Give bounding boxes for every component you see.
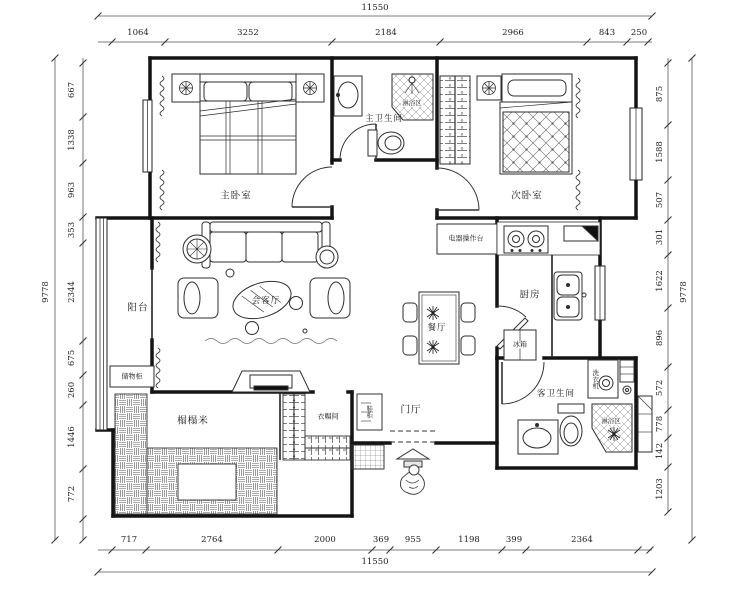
master-bed [200,74,296,174]
chair [461,336,475,355]
dim-bottom-7: 2364 [571,534,593,545]
dim-top-overall: 11550 [361,2,389,13]
dim-bottom-1: 2764 [201,534,223,545]
tv-console [232,371,310,392]
dim-bottom-2: 2000 [314,534,336,545]
label-washing-machine: 洗衣机 [591,369,600,389]
dim-top-3: 2966 [502,27,524,38]
dim-left-6: 260 [66,381,77,399]
floor-cushion [226,269,234,277]
curtain [156,348,160,388]
dim-left-2: 963 [66,181,77,199]
dim-right-9: 1203 [654,478,665,500]
dim-top-5: 250 [630,27,648,38]
duct [638,396,652,452]
floor-cushion [303,329,307,333]
label-shoe-cabinet: 鞋柜 [365,405,374,419]
label-master-bedroom: 主卧室 [220,190,252,202]
chair [403,336,417,355]
label-kitchen: 厨房 [519,289,541,301]
dim-top-0: 1064 [127,27,149,38]
toilet [558,404,584,446]
label-fridge: 冰箱 [513,340,527,349]
dim-left-0: 667 [66,81,77,99]
dim-bottom-6: 399 [505,534,523,545]
dim-left-4: 2344 [66,281,77,303]
label-storage-cabinet: 储物柜 [121,372,143,381]
label-dining-room: 餐厅 [427,322,447,333]
side-table-right [316,246,338,268]
label-shower-master: 淋浴区 [402,98,422,107]
chair [461,303,475,322]
living-room-furniture [156,222,350,392]
dim-bottom-4: 955 [404,534,422,545]
kitchen-sink [554,272,586,320]
chair [403,303,417,322]
entry-arrow-icon [397,449,429,467]
dim-right-4: 1622 [654,270,665,292]
dim-bottom-3: 369 [372,534,390,545]
closet-hanger-row [305,436,350,460]
dim-left-1: 1338 [66,129,77,151]
guest-sink [518,420,558,454]
floor-cushion [246,322,259,335]
dim-right-7: 778 [654,415,665,433]
label-appliance-counter: 电器操作台 [448,234,484,243]
label-entry-hall: 门厅 [400,404,422,416]
dim-top-4: 843 [598,27,616,38]
dim-left-overall: 9778 [40,281,51,303]
label-shower-guest: 淋浴区 [601,416,621,425]
dim-bottom-5: 1198 [458,534,480,545]
curtain [160,76,164,116]
closet-hanger-column [283,394,305,460]
tatami-closet [115,394,350,514]
guest-bathroom-fixtures [518,360,652,454]
curtain [160,170,164,210]
curtain [576,78,580,118]
dim-right-overall: 9778 [678,281,689,303]
label-tatami-room: 榻榻米 [177,415,209,427]
label-second-bedroom: 次卧室 [511,190,543,202]
dim-bottom-overall: 11550 [361,556,389,567]
guest-shower [592,404,632,452]
dim-right-0: 875 [654,85,665,103]
entry-door-threshold [390,431,436,442]
dim-bottom-0: 717 [120,534,138,545]
label-master-bathroom: 主卫生间 [364,113,404,124]
tatami-table [178,464,236,500]
dim-right-2: 507 [654,191,665,209]
bath-shelf [620,360,634,394]
dim-right-6: 572 [654,379,665,397]
second-bedroom-furniture [440,74,580,210]
shoe-rack [352,445,384,469]
bathroom-sink [334,76,362,116]
label-balcony: 阳台 [127,302,149,314]
rug-fringe [205,339,337,344]
dim-left-3: 353 [66,221,77,239]
sofa [202,222,330,268]
wardrobe-hangers [440,76,470,164]
dim-top-2: 2184 [375,27,397,38]
dim-right-1: 1588 [654,141,665,163]
toilet [368,130,404,156]
tatami-mat [115,394,147,514]
person-figure [400,465,424,494]
second-bedroom-door [437,168,479,210]
label-cloakroom: 衣帽间 [317,412,339,421]
dim-right-3: 301 [654,228,665,246]
label-living-room: 会客厅 [251,295,281,306]
dim-left-8: 772 [66,485,77,503]
corner-cabinet [564,226,598,241]
gas-stove [504,226,548,253]
label-guest-bathroom: 客卫生间 [536,388,576,399]
dim-left-7: 1446 [66,426,77,448]
curtain [156,222,160,262]
armchair-right [310,278,350,318]
armchair-left [178,278,218,318]
dim-left-5: 675 [66,349,77,367]
second-bed [500,74,572,174]
dim-right-5: 896 [654,329,665,347]
floor-cushion [290,297,303,310]
master-bedroom-door [292,167,332,207]
curtain [576,170,580,210]
dim-top-1: 3252 [237,27,259,38]
side-table-left [183,235,211,263]
dim-right-8: 142 [654,442,665,460]
